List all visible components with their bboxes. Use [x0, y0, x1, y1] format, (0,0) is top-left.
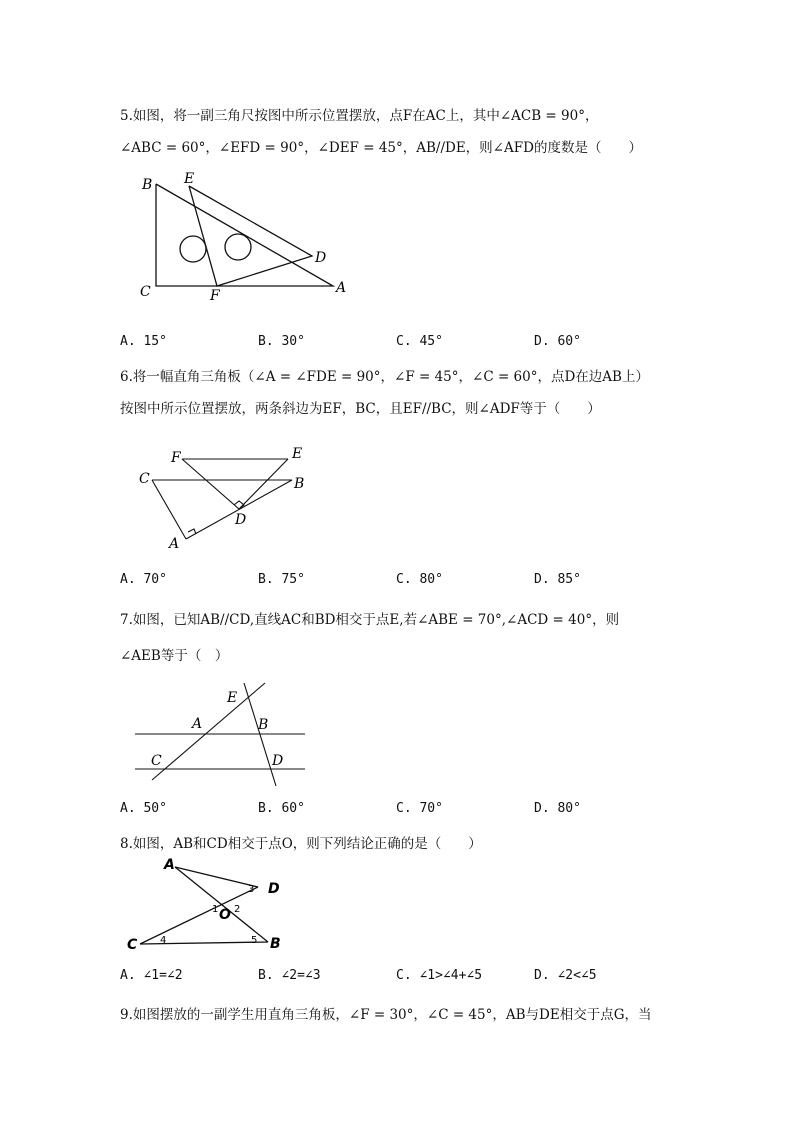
q6-option-c[interactable]: C. 80° [396, 572, 443, 587]
q8-label-d: D [268, 881, 280, 897]
q8-angle-4: 4 [160, 935, 167, 946]
q7-label-d: D [272, 753, 284, 769]
q5-option-d[interactable]: D. 60° [534, 334, 581, 349]
q8-figure [120, 855, 295, 955]
q7-option-b[interactable]: B. 60° [258, 801, 305, 816]
q6-label-b: B [294, 476, 305, 492]
q5-label-b: B [142, 177, 153, 193]
q7-label-c: C [151, 753, 162, 769]
q6-label-d: D [235, 512, 247, 528]
q8-option-d[interactable]: D. ∠2<∠5 [534, 968, 597, 983]
q6-line-ca [152, 480, 186, 539]
q6-line-ed [239, 459, 288, 509]
q7-label-e: E [227, 690, 238, 706]
q6-text-line1: 6.将一幅直角三角板（∠A = ∠FDE = 90°，∠F = 45°，∠C = 60°，点D在边AB上） [120, 369, 649, 385]
q8-label-b: B [270, 936, 281, 952]
q8-angle-5: 5 [251, 935, 258, 946]
q7-label-a: A [192, 716, 203, 732]
q7-figure [130, 680, 310, 788]
q8-option-b[interactable]: B. ∠2=∠3 [258, 968, 321, 983]
q8-angle-3: 3 [248, 884, 255, 895]
q5-option-a[interactable]: A. 15° [120, 334, 167, 349]
q5-label-f: F [210, 288, 220, 304]
q6-option-a[interactable]: A. 70° [120, 572, 167, 587]
q7-option-a[interactable]: A. 50° [120, 801, 167, 816]
q5-label-d: D [315, 250, 327, 266]
q5-text-line2: ∠ABC = 60°，∠EFD = 90°，∠DEF = 45°，AB//DE，则∠AFD的度数是（ ） [120, 140, 642, 156]
q6-right-angle-a [188, 529, 196, 534]
q6-option-d[interactable]: D. 85° [534, 572, 581, 587]
q5-triangle-efd [189, 186, 312, 286]
q6-label-e: E [292, 446, 303, 462]
q5-option-b[interactable]: B. 30° [258, 334, 305, 349]
q5-label-e: E [184, 171, 195, 187]
q6-figure [135, 445, 310, 555]
q8-angle-2: 2 [234, 904, 241, 915]
q7-option-d[interactable]: D. 80° [534, 801, 581, 816]
q7-text-line2: ∠AEB等于（ ） [120, 648, 229, 664]
q8-angle-1: 1 [212, 904, 219, 915]
q8-option-a[interactable]: A. ∠1=∠2 [120, 968, 183, 983]
q7-text-line1: 7.如图，已知AB//CD,直线AC和BD相交于点E,若∠ABE = 70°,∠ACD = 40°，则 [120, 612, 620, 628]
q5-text-line1: 5.如图，将一副三角尺按图中所示位置摆放，点F在AC上，其中∠ACB = 90°， [120, 108, 599, 124]
q6-label-f: F [171, 450, 181, 466]
q7-option-c[interactable]: C. 70° [396, 801, 443, 816]
q6-label-a: A [169, 536, 180, 552]
q9-text-line1: 9.如图摆放的一副学生用直角三角板，∠F = 30°，∠C = 45°，AB与DE相交于点G，当 [120, 1007, 652, 1023]
q7-label-b: B [258, 717, 269, 733]
q5-hole-2 [225, 234, 251, 260]
q8-label-c: C [127, 937, 138, 953]
q5-option-c[interactable]: C. 45° [396, 334, 443, 349]
q8-line-cd [140, 887, 258, 944]
q6-text-line2: 按图中所示位置摆放，两条斜边为EF，BC，且EF//BC，则∠ADF等于（ ） [120, 401, 601, 417]
q5-label-c: C [140, 284, 151, 300]
q8-label-o: O [219, 907, 231, 923]
q5-figure [130, 168, 360, 308]
q8-option-c[interactable]: C. ∠1>∠4+∠5 [396, 968, 483, 983]
q8-label-a: A [164, 857, 175, 873]
q8-text-line1: 8.如图，AB和CD相交于点O，则下列结论正确的是（ ） [120, 836, 482, 852]
q5-label-a: A [336, 280, 347, 296]
q6-line-fd [182, 459, 239, 509]
q6-label-c: C [139, 471, 150, 487]
q6-line-ab [186, 480, 292, 539]
q6-option-b[interactable]: B. 75° [258, 572, 305, 587]
q5-hole-1 [180, 236, 206, 262]
